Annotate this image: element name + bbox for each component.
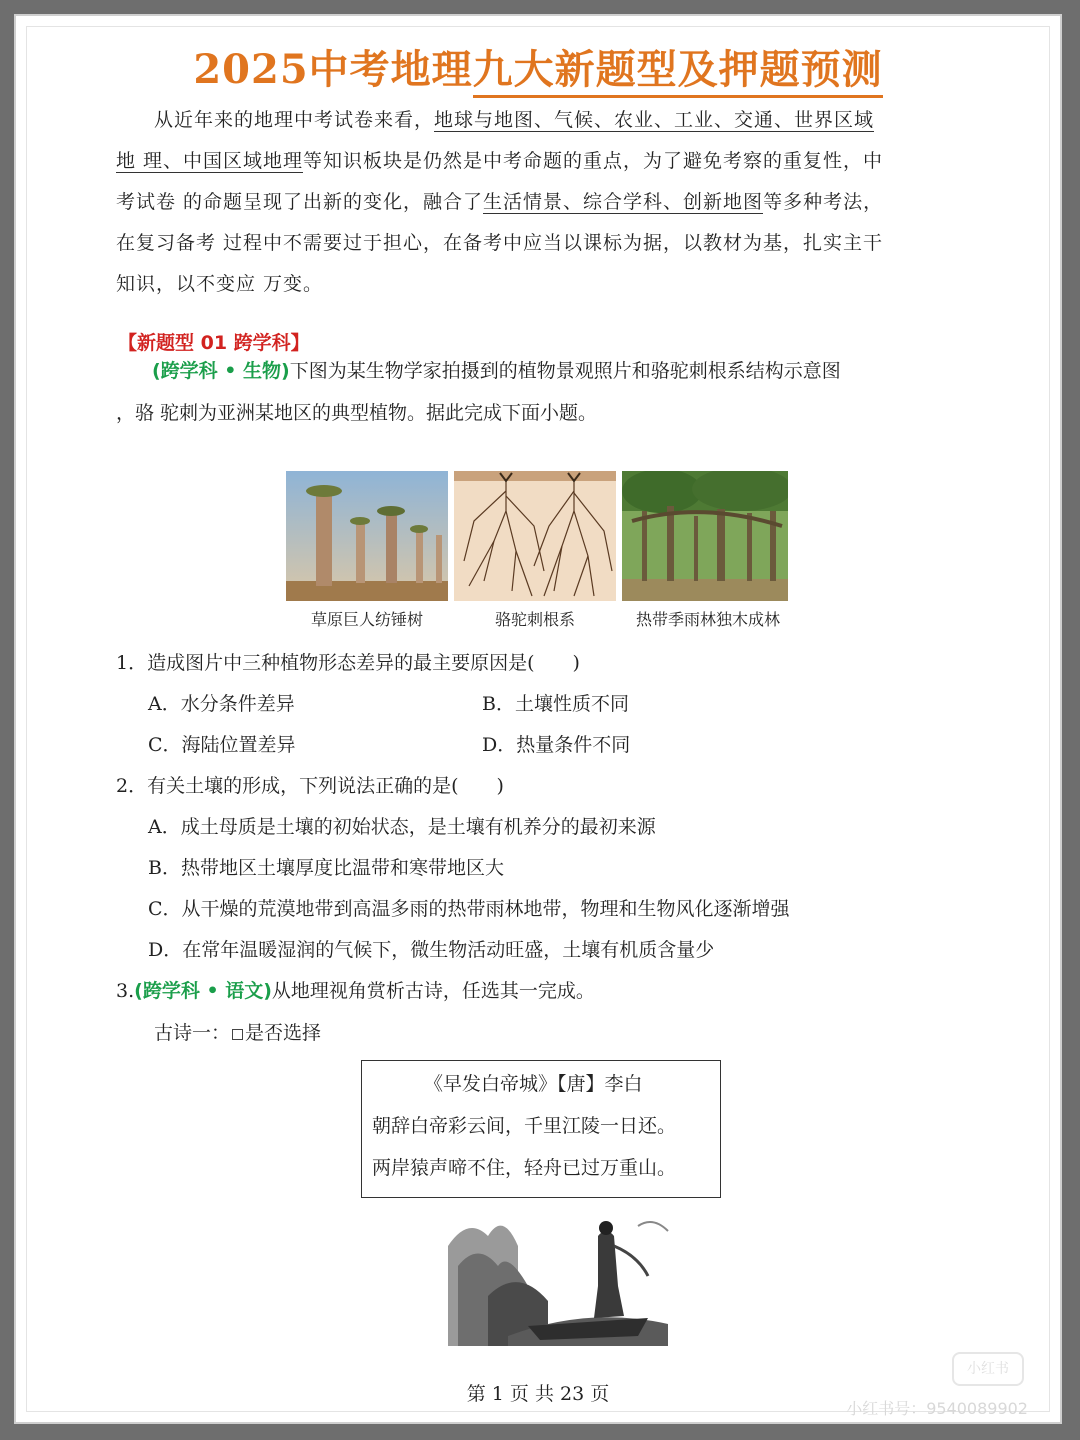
watermark-id: 小红书号：9540089902 [846,1399,1028,1418]
q1-option-d[interactable]: D．热量条件不同 [482,734,631,756]
select-checkbox[interactable] [232,1029,243,1040]
q3-stem: 3.(跨学科 • 语文)从地理视角赏析古诗，任选其一完成。 [116,980,595,1002]
section-tag: 【新题型 01 跨学科】 [118,332,310,354]
q2-option-b[interactable]: B．热带地区土壤厚度比温带和寒带地区大 [148,857,504,879]
question-intro-line-2: ，骆 驼刺为亚洲某地区的典型植物。据此完成下面小题。 [116,402,598,424]
figure-caption-1: 草原巨人纺锤树 [310,610,423,629]
camel-thorn-roots-diagram [454,471,616,601]
figure-caption-2: 骆驼刺根系 [494,610,575,629]
subject-tag-biology: (跨学科 • 生物) [152,360,290,382]
page-title [16,38,1060,95]
banyan-forest-photo [622,471,788,601]
baobab-photo [286,471,448,601]
q1-option-c[interactable]: C．海陆位置差异 [148,734,296,756]
q2-option-c[interactable]: C．从干燥的荒漠地带到高温多雨的热带雨林地带，物理和生物风化逐渐增强 [148,898,790,920]
q2-stem: 2．有关土壤的形成，下列说法正确的是( ) [116,775,504,797]
intro-line-1: 从近年来的地理中考试卷来看，地球与地图、气候、农业、工业、交通、世界区域 [154,109,875,131]
intro-paragraph [116,100,936,305]
subject-tag-chinese: (跨学科 • 语文) [134,980,272,1002]
plant-figures [286,471,826,641]
figure-caption-3: 热带季雨林独木成林 [635,610,780,629]
question-intro-line-1: (跨学科 • 生物)下图为某生物学家拍摄到的植物景观照片和骆驼刺根系结构示意图 [152,360,841,382]
poem-line-2: 两岸猿声啼不住，轻舟已过万重山。 [372,1157,677,1179]
poem-option-label: 古诗一： 是否选择 [154,1022,322,1044]
poem-title: 《早发白帝城》【唐】李白 [424,1073,643,1095]
intro-line-2: 地 理、中国区域地理等知识板块是仍然是中考命题的重点，为了避免考察的重复性，中 [116,150,884,172]
title-part1: 2025中考地理 [193,46,473,93]
q1-option-b[interactable]: B．土壤性质不同 [482,693,629,715]
q1-option-a[interactable]: A．水分条件差异 [148,693,295,715]
q2-option-d[interactable]: D．在常年温暖湿润的气候下，微生物活动旺盛，土壤有机质含量少 [148,939,715,961]
intro-line-4: 在复习备考 过程中不需要过于担心，在备考中应当以课标为据，以教材为基，扎实主干 [116,232,884,254]
document-page [14,14,1062,1424]
q2-option-a[interactable]: A．成土母质是土壤的初始状态，是土壤有机养分的最初来源 [148,816,656,838]
page-number-footer: 第 1 页 共 23 页 [466,1383,610,1405]
watermark-logo: 小红书 [952,1352,1024,1386]
title-part2: 九大新题型及押题预测 [473,46,883,98]
q1-stem: 1．造成图片中三种植物形态差异的最主要原因是( ) [116,652,580,674]
poem-line-1: 朝辞白帝彩云间，千里江陵一日还。 [372,1115,677,1137]
ink-painting-illustration [448,1206,672,1350]
poem-box [361,1060,721,1198]
intro-line-3: 考试卷 的命题呈现了出新的变化，融合了生活情景、综合学科、创新地图等多种考法， [116,191,884,213]
intro-line-5: 知识，以不变应 万变。 [116,273,324,295]
